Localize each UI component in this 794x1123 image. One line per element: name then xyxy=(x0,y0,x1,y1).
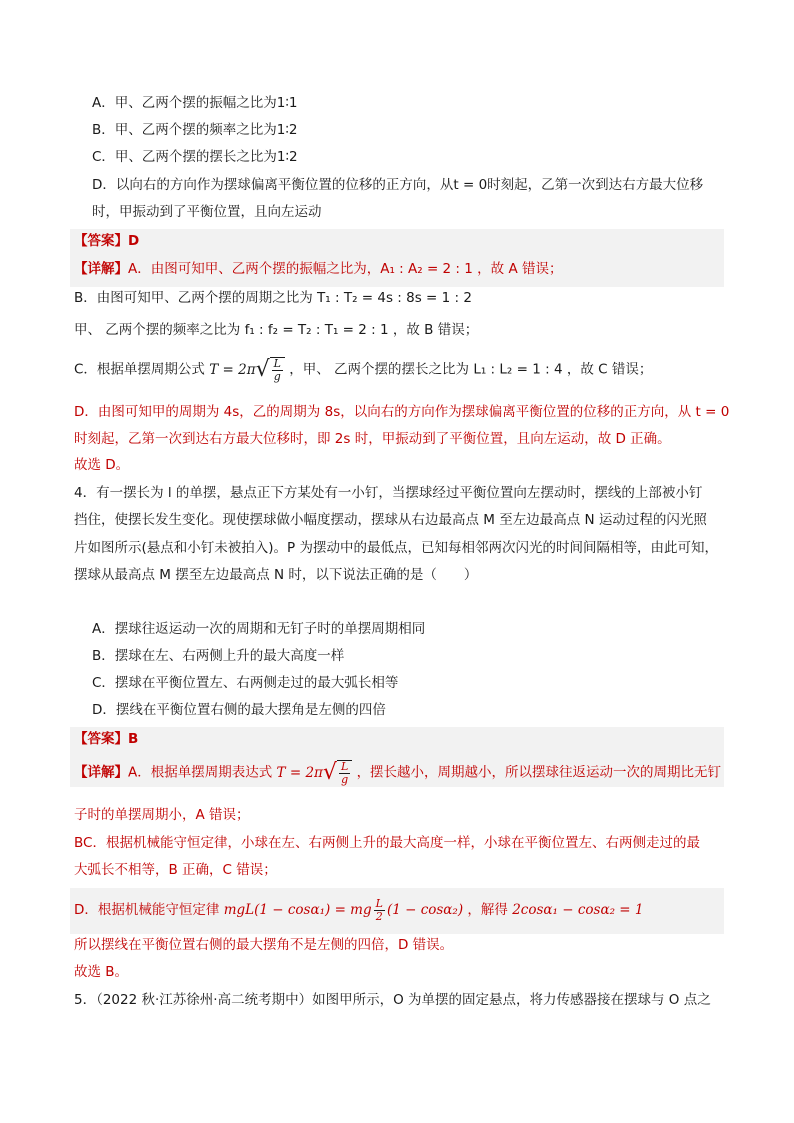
q3-option-c: C．甲、乙两个摆的摆长之比为1∶2 xyxy=(92,149,298,165)
answer-tag: 【答案】 xyxy=(74,731,128,747)
q4-option-b: B．摆球在左、右两侧上升的最大高度一样 xyxy=(92,648,345,664)
q4-option-d: D．摆线在平衡位置右侧的最大摆角是左侧的四倍 xyxy=(92,702,386,718)
q4-detail-d1 xyxy=(74,898,643,923)
q3-option-d-line2: 时，甲振动到了平衡位置，且向左运动 xyxy=(92,204,322,220)
detail-c-post: ，甲、 乙两个摆的摆长之比为 L₁ : L₂ = 1 : 4 ，故 C 错误； xyxy=(289,361,653,378)
q4-stem-line3: 片如图所示(悬点和小钉未被拍入)。P 为摆动中的最低点，已知每相邻两次闪光的时间间隔相等，由此可知， xyxy=(74,540,718,556)
energy-equation: mgL(1 − cosα₁) = mg $\frac{L}{2}$ (1 − cosα₂) xyxy=(223,897,464,923)
q4-stem-line2: 挡住，使摆长发生变化。现使摆球做小幅度摆动，摆球从右边最高点 M 至左边最高点 N 运动过程的闪光照 xyxy=(74,512,707,528)
q4-detail-d2: 所以摆线在平衡位置右侧的最大摆角不是左侧的四倍，D 错误。 xyxy=(74,937,454,953)
detail-c-pre: C．根据单摆周期公式 xyxy=(74,361,205,378)
q4-stem-line4: 摆球从最高点 M 摆至左边最高点 N 时，以下说法正确的是（ ） xyxy=(74,567,478,583)
q4-detail-bc1: BC．根据机械能守恒定律，小球在左、右两侧上升的最大高度一样，小球在平衡位置左、右两侧走过的最 xyxy=(74,835,700,851)
q3-option-b: B．甲、乙两个摆的频率之比为1∶2 xyxy=(92,122,298,138)
detail-a1-post: ，摆长越小，周期越小，所以摆球往返运动一次的周期比无钉 xyxy=(356,764,722,781)
q3-answer xyxy=(74,231,139,251)
q4-option-a: A．摆球往返运动一次的周期和无钉子时的单摆周期相同 xyxy=(92,621,426,637)
q3-option-a: A．甲、乙两个摆的振幅之比为1∶1 xyxy=(92,95,298,111)
answer-value: B xyxy=(128,731,139,747)
q4-stem-line1: 4．有一摆长为 l 的单摆，悬点正下方某处有一小钉，当摆球经过平衡位置向左摆动时，摆线的上部被小钉 xyxy=(74,485,703,501)
period-formula: T = 2π √ $\frac{L}{g}$ xyxy=(277,765,353,781)
q4-detail-a1 xyxy=(74,760,721,786)
q4-conclusion: 故选 B。 xyxy=(74,964,129,980)
q3-detail-b2: 甲、 乙两个摆的频率之比为 f₁ : f₂ = T₂ : T₁ = 2 : 1 ，故 B 错误； xyxy=(74,322,479,338)
q3-detail-d1: D．由图可知甲的周期为 4s，乙的周期为 8s，以向右的方向作为摆球偏离平衡位置的位移的正方向，从 t = 0 xyxy=(74,404,730,420)
q5-stem-line1: 5．（2022 秋·江苏徐州·高二统考期中）如图甲所示，O 为单摆的固定悬点，将力传感器接在摆球与 O 点之 xyxy=(74,992,711,1008)
detail-a1-pre: A．根据单摆周期表达式 xyxy=(128,764,273,781)
answer-value: D xyxy=(128,233,140,249)
q4-answer xyxy=(74,729,138,749)
answer-tag: 【答案】 xyxy=(74,233,128,249)
q3-detail-b1: B．由图可知甲、乙两个摆的周期之比为 T₁ : T₂ = 4s : 8s = 1 : 2 xyxy=(74,290,472,306)
detail-tag: 【详解】 xyxy=(74,261,128,277)
q3-detail-d2: 时刻起，乙第一次到达右方最大位移时，即 2s 时，甲振动到了平衡位置，且向左运动，故 D 正确。 xyxy=(74,431,671,447)
detail-d1-mid: ，解得 xyxy=(467,902,508,918)
q3-detail-a xyxy=(74,259,562,279)
q4-detail-bc2: 大弧长不相等，B 正确，C 错误； xyxy=(74,862,277,878)
q3-option-d-line1: D．以向右的方向作为摆球偏离平衡位置的位移的正方向，从t = 0时刻起，乙第一次到达右方最大位移 xyxy=(92,177,704,193)
q4-option-c: C．摆球在平衡位置左、右两侧走过的最大弧长相等 xyxy=(92,675,399,691)
period-formula: T = 2π √ $\frac{L}{g}$ xyxy=(209,362,285,378)
q3-detail-c xyxy=(74,357,652,383)
q3-conclusion: 故选 D。 xyxy=(74,457,130,473)
result-equation: 2cosα₁ − cosα₂ = 1 xyxy=(512,902,644,918)
q4-detail-a2: 子时的单摆周期小，A 错误； xyxy=(74,807,250,823)
detail-a-text: A．由图可知甲、乙两个摆的振幅之比为，A₁ : A₂ = 2 : 1 ，故 A 错误； xyxy=(128,261,563,277)
detail-tag: 【详解】 xyxy=(74,764,128,781)
detail-d1-pre: D．根据机械能守恒定律 xyxy=(74,902,220,918)
